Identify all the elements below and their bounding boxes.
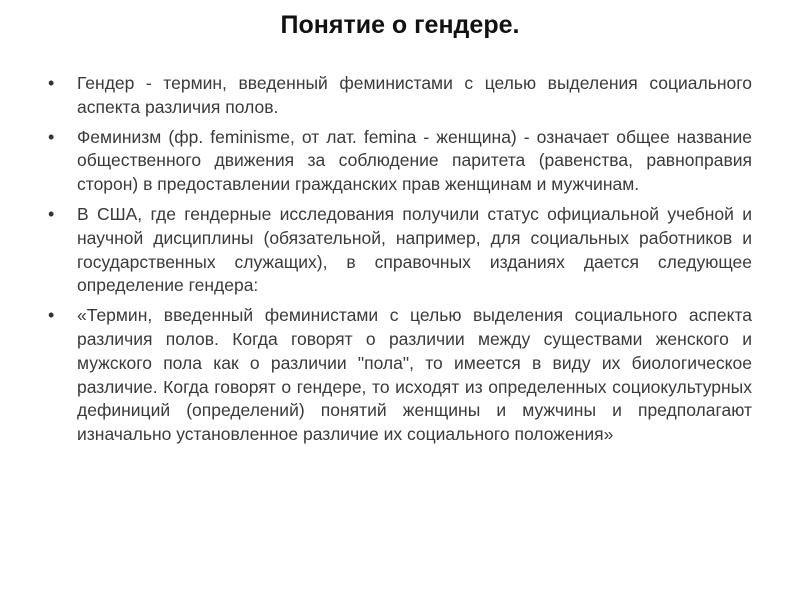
bullet-item-usa-studies [48, 203, 752, 298]
bullet-item-feminism-definition [48, 126, 752, 197]
bullet-point-icon: • [48, 305, 55, 326]
bullet-list [48, 72, 752, 453]
bullet-point-icon: • [48, 203, 55, 224]
slide-title: Понятие о гендере. [280, 11, 520, 39]
bullet-text: В США, где гендерные исследования получили статус официальной учебной и научной дисциплины (обязательной, например, для социальных работников и государственных служащих), в справочных изданиях дается следующее определение гендера: [77, 203, 752, 296]
bullet-text: «Термин, введенный феминистами с целью выделения социального аспекта различия полов. Когда говорят о различии между существами женского и мужского пола как о различии "пола", то имеется в виду их биологическое различие. Когда говорят о гендере, то исходят из определенных социокультурных дефиниций (определений) понятий женщины и мужчины и предполагают изначально установленное различие их социального положения» [77, 305, 752, 445]
bullet-text: Феминизм (фр. feminisme, от лат. femina - женщина) - означает общее название общественного движения за соблюдение паритета (равенства, равноправия сторон) в предоставлении гражданских прав женщинам и мужчинам. [77, 126, 752, 195]
bullet-item-quote-definition [48, 304, 752, 447]
bullet-point-icon: • [48, 126, 55, 147]
bullet-point-icon: • [48, 73, 55, 93]
bullet-text: Гендер - термин, введенный феминистами с целью выделения социального аспекта различия полов. [77, 73, 752, 117]
bullet-item-gender-definition [48, 72, 752, 120]
